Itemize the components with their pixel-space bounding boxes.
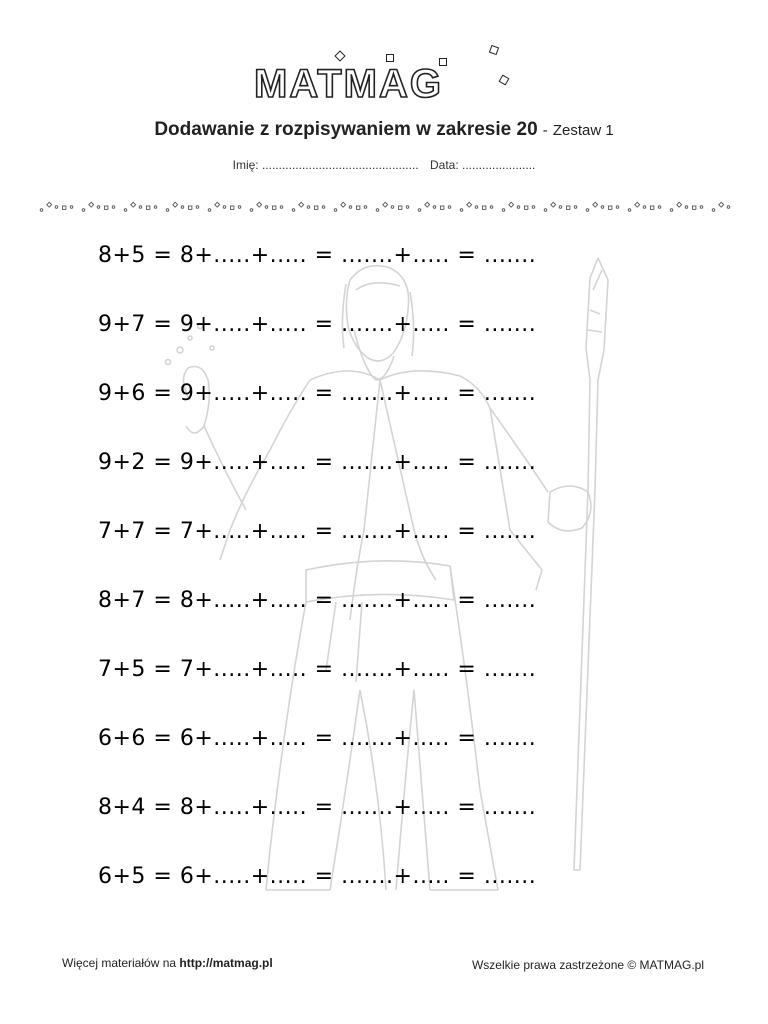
matmag-logo [254, 46, 514, 108]
divider-mark [586, 209, 589, 212]
divider-mark [231, 206, 234, 209]
divider-mark [574, 206, 577, 209]
title-separator: - [542, 122, 548, 139]
exercise-row: 8+5 = 8+.....+..... = .......+..... = ....... [98, 243, 537, 268]
divider-mark [105, 206, 108, 209]
divider-mark [693, 206, 696, 209]
divider-mark [467, 202, 472, 207]
exercise-row: 7+5 = 7+.....+..... = .......+..... = ....... [98, 657, 537, 682]
divider-mark [551, 202, 556, 207]
divider-mark [616, 206, 619, 209]
divider-mark [609, 206, 612, 209]
divider-mark [700, 206, 703, 209]
divider-mark [490, 206, 493, 209]
divider-mark [509, 202, 514, 207]
divider-mark [131, 202, 136, 207]
divider-mark [391, 206, 394, 209]
divider-mark [47, 202, 52, 207]
exercise-row: 8+4 = 8+.....+..... = .......+..... = ....... [98, 795, 537, 820]
divider-mark [139, 206, 142, 209]
logo-square-decoration [489, 45, 499, 55]
divider-mark [250, 209, 253, 212]
divider-mark [315, 206, 318, 209]
exercise-row: 7+7 = 7+.....+..... = .......+..... = ....... [98, 519, 537, 544]
logo-square-decoration [334, 50, 345, 61]
decorative-divider [38, 200, 732, 214]
logo-square-decoration [499, 75, 510, 86]
divider-mark [273, 206, 276, 209]
divider-mark [82, 209, 85, 212]
divider-mark [559, 206, 562, 209]
divider-mark [112, 206, 115, 209]
divider-mark [196, 206, 199, 209]
divider-mark [635, 202, 640, 207]
footer-prefix: Więcej materiałów na [62, 956, 177, 970]
divider-mark [154, 206, 157, 209]
divider-mark [376, 209, 379, 212]
exercise-row: 6+5 = 6+.....+..... = .......+..... = ....... [98, 864, 537, 889]
divider-mark [448, 206, 451, 209]
divider-mark [601, 206, 604, 209]
divider-mark [334, 209, 337, 212]
exercise-row: 6+6 = 6+.....+..... = .......+..... = ....... [98, 726, 537, 751]
footer-link[interactable]: http://matmag.pl [179, 956, 273, 970]
divider-mark [719, 202, 724, 207]
divider-mark [166, 209, 169, 212]
divider-mark [406, 206, 409, 209]
divider-mark [40, 209, 43, 212]
divider-mark [349, 206, 352, 209]
divider-mark [712, 209, 715, 212]
divider-mark [63, 206, 66, 209]
divider-mark [532, 206, 535, 209]
divider-mark [418, 209, 421, 212]
divider-mark [544, 209, 547, 212]
divider-mark [383, 202, 388, 207]
exercise-row: 9+7 = 9+.....+..... = .......+..... = ....... [98, 312, 537, 337]
divider-mark [97, 206, 100, 209]
logo-text: MATMAG [254, 62, 443, 106]
divider-mark [292, 209, 295, 212]
divider-mark [189, 206, 192, 209]
worksheet-header [0, 119, 768, 141]
divider-mark [280, 206, 283, 209]
divider-mark [70, 206, 73, 209]
divider-mark [643, 206, 646, 209]
exercise-row: 8+7 = 8+.....+..... = .......+..... = ....... [98, 588, 537, 613]
divider-mark [517, 206, 520, 209]
divider-mark [399, 206, 402, 209]
divider-mark [299, 202, 304, 207]
divider-mark [425, 202, 430, 207]
divider-mark [124, 209, 127, 212]
footer-more-materials [62, 956, 273, 970]
divider-mark [208, 209, 211, 212]
logo-square-decoration [386, 54, 394, 62]
name-field[interactable]: Imię: ............................................... [232, 158, 419, 172]
divider-mark [502, 209, 505, 212]
divider-mark [322, 206, 325, 209]
divider-mark [677, 202, 682, 207]
divider-mark [593, 202, 598, 207]
divider-mark [651, 206, 654, 209]
divider-mark [257, 202, 262, 207]
divider-mark [55, 206, 58, 209]
footer-copyright: Wszelkie prawa zastrzeżone © MATMAG.pl [471, 958, 704, 972]
worksheet-title: Dodawanie z rozpisywaniem w zakresie 20 [154, 119, 538, 140]
divider-mark [658, 206, 661, 209]
divider-mark [238, 206, 241, 209]
divider-mark [460, 209, 463, 212]
divider-mark [173, 202, 178, 207]
divider-mark [475, 206, 478, 209]
divider-mark [223, 206, 226, 209]
divider-mark [341, 202, 346, 207]
divider-mark [441, 206, 444, 209]
divider-mark [567, 206, 570, 209]
divider-mark [628, 209, 631, 212]
worksheet-subtitle: Zestaw 1 [552, 122, 614, 139]
divider-mark [483, 206, 486, 209]
divider-mark [147, 206, 150, 209]
divider-mark [265, 206, 268, 209]
divider-mark [433, 206, 436, 209]
divider-mark [89, 202, 94, 207]
divider-mark [364, 206, 367, 209]
divider-mark [181, 206, 184, 209]
divider-mark [357, 206, 360, 209]
divider-mark [727, 206, 730, 209]
exercise-row: 9+2 = 9+.....+..... = .......+..... = ....... [98, 450, 537, 475]
exercise-row: 9+6 = 9+.....+..... = .......+..... = ....... [98, 381, 537, 406]
divider-mark [215, 202, 220, 207]
date-field[interactable]: Data: ...................... [430, 158, 536, 172]
divider-mark [685, 206, 688, 209]
divider-mark [525, 206, 528, 209]
divider-mark [307, 206, 310, 209]
divider-mark [670, 209, 673, 212]
student-fields [0, 158, 768, 172]
